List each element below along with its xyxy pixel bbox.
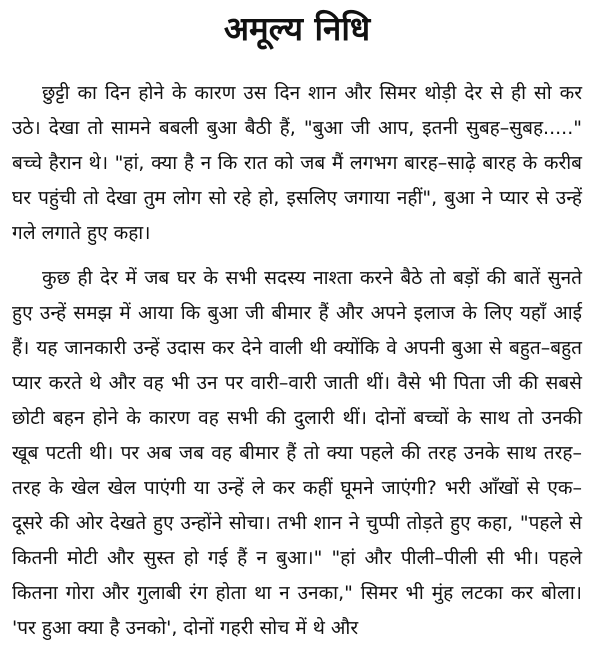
document-title: अमूल्य निधि [223,9,371,48]
paragraph-1: छुट्टी का दिन होने के कारण उस दिन शान और सिमर थोड़ी देर से ही सो कर उठे। देखा तो सामने बबली बुआ बैठी हैं, "बुआ जी आप, इतनी सुबह–सुबह....." बच्चे हैरान थे। "हां, क्या है न कि रात को जब मैं लगभग बारह–साढ़े बारह के करीब घर पहुंची तो देखा तुम लोग सो रहे हो, इसलिए जगाया नहीं", बुआ ने प्यार से उन्हें गले लगाते हुए कहा। [12,82,582,244]
paragraph-2: कुछ ही देर में जब घर के सभी सदस्य नाश्ता करने बैठे तो बड़ों की बातें सुनते हुए उन्हें समझ में आया कि बुआ जी बीमार हैं और अपने इलाज के लिए यहाँ आई हैं। यह जानकारी उन्हें उदास कर देने वाली थी क्योंकि वे अपनी बुआ से बहुत–बहुत प्यार करते थे और वह भी उन पर वारी–वारी जाती थीं। वैसे भी पिता जी की सबसे छोटी बहन होने के कारण वह सभी की दुलारी थीं। दोनों बच्चों के साथ तो उनकी खूब पटती थी। पर अब जब वह बीमार हैं तो क्या पहले की तरह उनके साथ तरह–तरह के खेल खेल पाएंगी या उन्हें ले कर कहीं घूमने जाएंगी? भरी आँखों से एक–दूसरे की ओर देखते हुए उन्होंने सोचा। तभी शान ने चुप्पी तोड़ते हुए कहा, "पहले से कितनी मोटी और सुस्त हो गई हैं न बुआ।" "हां और पीली–पीली सी भी। पहले कितना गोरा और गुलाबी रंग होता था न उनका," सिमर भी मुंह लटका कर बोला। 'पर हुआ क्या है उनको', दोनों गहरी सोच में थे और [12,267,582,639]
